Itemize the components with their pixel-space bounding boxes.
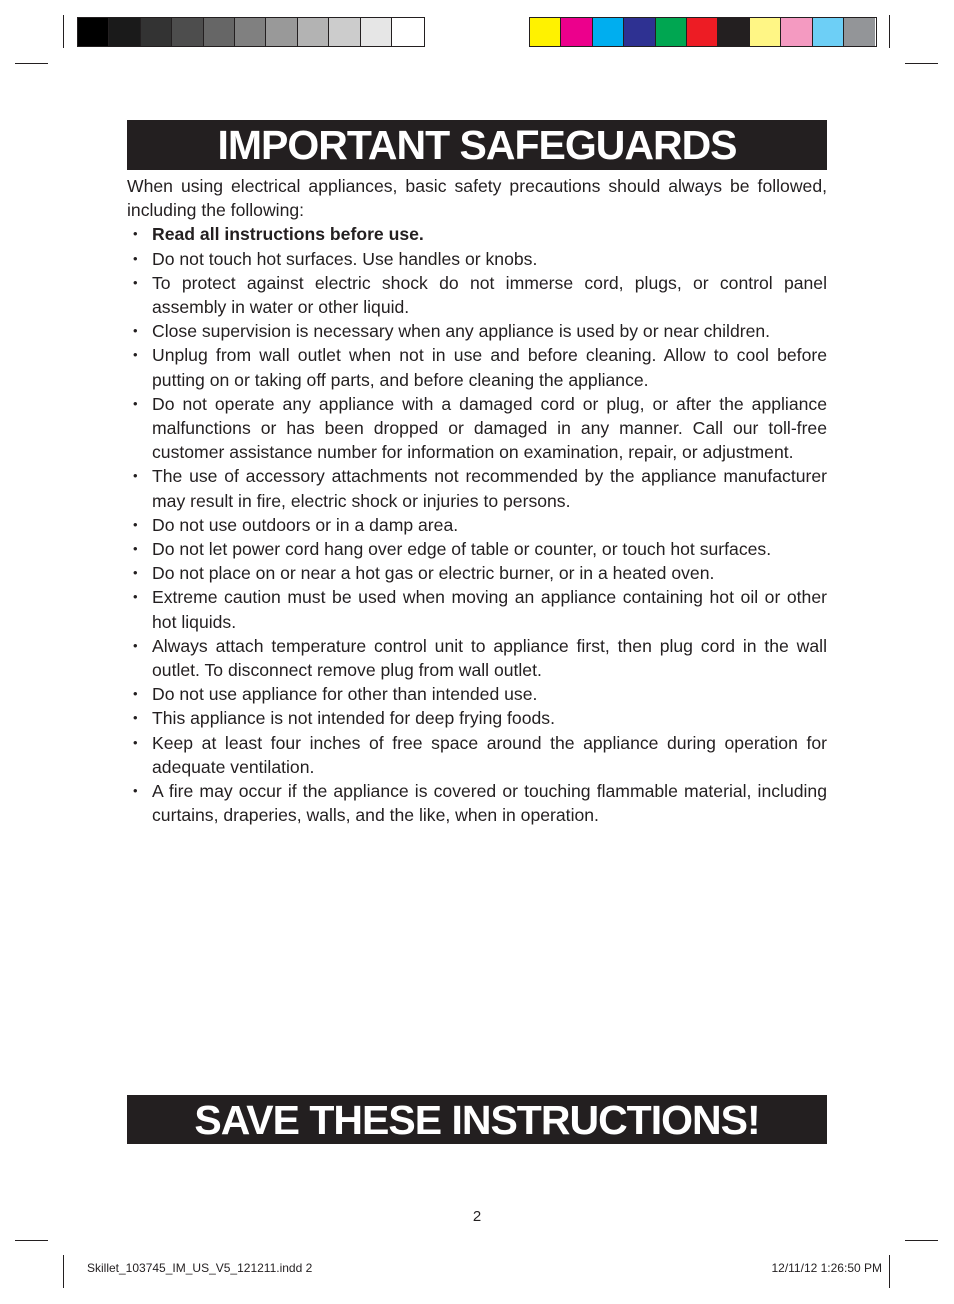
bullet-icon: • (133, 710, 138, 726)
safeguard-text: Do not touch hot surfaces. Use handles or knobs. (152, 248, 538, 269)
slug-timestamp: 12/11/12 1:26:50 PM (771, 1261, 882, 1275)
safeguard-text: Read all instructions before use. (152, 224, 424, 245)
color-swatch (530, 18, 561, 46)
color-swatch (844, 18, 875, 46)
color-swatch (593, 18, 624, 46)
safeguard-text: Do not use appliance for other than intended use. (152, 684, 538, 705)
safeguard-item (127, 585, 827, 633)
safeguard-item (127, 247, 827, 271)
safeguard-item (127, 222, 827, 246)
safeguard-item (127, 561, 827, 585)
bullet-icon: • (133, 541, 138, 557)
intro-paragraph: When using electrical appliances, basic safety precautions should always be followed, including the following: (127, 176, 827, 221)
bullet-icon: • (133, 734, 138, 750)
safeguards-list (127, 222, 827, 827)
grayscale-swatch (109, 18, 140, 46)
bullet-icon: • (133, 323, 138, 339)
safeguard-item (127, 731, 827, 779)
safeguard-text: To protect against electric shock do not immerse cord, plugs, or control panel assembly in water or other liquid. (152, 272, 827, 318)
safeguard-text: Do not place on or near a hot gas or electric burner, or in a heated oven. (152, 563, 715, 584)
page-title-banner (127, 120, 827, 170)
crop-mark-top-left-vertical (63, 15, 64, 48)
safeguard-item (127, 343, 827, 391)
grayscale-swatch (392, 18, 423, 46)
crop-mark-bottom-right-horizontal (905, 1240, 938, 1241)
page-title: IMPORTANT SAFEGUARDS (217, 122, 737, 168)
safeguard-text: Close supervision is necessary when any appliance is used by or near children. (152, 321, 771, 342)
safeguard-item (127, 464, 827, 512)
grayscale-swatch (235, 18, 266, 46)
safeguard-text: A fire may occur if the appliance is covered or touching flammable material, including curtains, draperies, walls, and the like, when in operation. (152, 781, 827, 826)
page-number: 2 (472, 1208, 482, 1225)
safeguard-text: Unplug from wall outlet when not in use and before cleaning. Allow to cool before putting on or taking off parts, and before cleaning the appliance. (152, 345, 827, 390)
safeguard-text: Always attach temperature control unit to appliance first, then plug cord in the wall outlet. To disconnect remove plug from wall outlet. (152, 635, 827, 681)
color-swatch (656, 18, 687, 46)
color-swatch (813, 18, 844, 46)
bullet-icon: • (133, 468, 138, 484)
bullet-icon: • (133, 686, 138, 702)
bullet-icon: • (133, 274, 138, 290)
bullet-icon: • (133, 395, 138, 411)
crop-mark-bottom-left-vertical (63, 1255, 64, 1288)
save-instructions-banner (127, 1095, 827, 1144)
safeguard-item (127, 706, 827, 730)
save-instructions-title: SAVE THESE INSTRUCTIONS! (194, 1097, 760, 1143)
safeguard-item (127, 513, 827, 537)
bullet-icon: • (133, 516, 138, 532)
safeguard-item (127, 319, 827, 343)
crop-mark-top-right-vertical (889, 15, 890, 48)
grayscale-swatch (172, 18, 203, 46)
crop-mark-bottom-right-vertical (889, 1255, 890, 1288)
color-calibration-bar (529, 17, 877, 47)
safeguard-item (127, 634, 827, 682)
grayscale-swatch (204, 18, 235, 46)
color-swatch (561, 18, 592, 46)
safeguard-item (127, 779, 827, 827)
crop-mark-top-right-horizontal (905, 63, 938, 64)
safeguard-item (127, 537, 827, 561)
grayscale-swatch (78, 18, 109, 46)
crop-mark-top-left-horizontal (15, 63, 48, 64)
bullet-icon: • (133, 226, 138, 242)
grayscale-calibration-bar (77, 17, 425, 47)
crop-mark-bottom-left-horizontal (15, 1240, 48, 1241)
bullet-icon: • (133, 783, 138, 799)
safeguard-text: Do not use outdoors or in a damp area. (152, 514, 459, 535)
bullet-icon: • (133, 565, 138, 581)
color-swatch (781, 18, 812, 46)
slug-file-name: Skillet_103745_IM_US_V5_121211.indd 2 (87, 1261, 313, 1275)
grayscale-swatch (298, 18, 329, 46)
safeguard-item (127, 271, 827, 319)
safeguard-text: Do not let power cord hang over edge of table or counter, or touch hot surfaces. (152, 539, 772, 560)
bullet-icon: • (133, 589, 138, 605)
color-swatch (750, 18, 781, 46)
safeguard-text: Extreme caution must be used when moving an appliance containing hot oil or other hot liquids. (152, 587, 827, 632)
safeguard-text: This appliance is not intended for deep frying foods. (152, 708, 555, 729)
bullet-icon: • (133, 250, 138, 266)
grayscale-swatch (141, 18, 172, 46)
bullet-icon: • (133, 637, 138, 653)
color-swatch (687, 18, 718, 46)
safeguard-item (127, 392, 827, 465)
safeguard-item (127, 682, 827, 706)
color-swatch (624, 18, 655, 46)
grayscale-swatch (361, 18, 392, 46)
safeguards-content (127, 174, 827, 827)
grayscale-swatch (266, 18, 297, 46)
safeguard-text: Do not operate any appliance with a damaged cord or plug, or after the appliance malfunctions or has been dropped or damaged in any manner. Call our toll-free customer assistance number for information on examination, repair, or adjustment. (152, 393, 827, 463)
bullet-icon: • (133, 347, 138, 363)
safeguard-text: Keep at least four inches of free space around the appliance during operation for adequate ventilation. (152, 732, 827, 777)
safeguard-text: The use of accessory attachments not recommended by the appliance manufacturer may result in fire, electric shock or injuries to persons. (152, 466, 827, 511)
grayscale-swatch (329, 18, 360, 46)
color-swatch (718, 18, 749, 46)
